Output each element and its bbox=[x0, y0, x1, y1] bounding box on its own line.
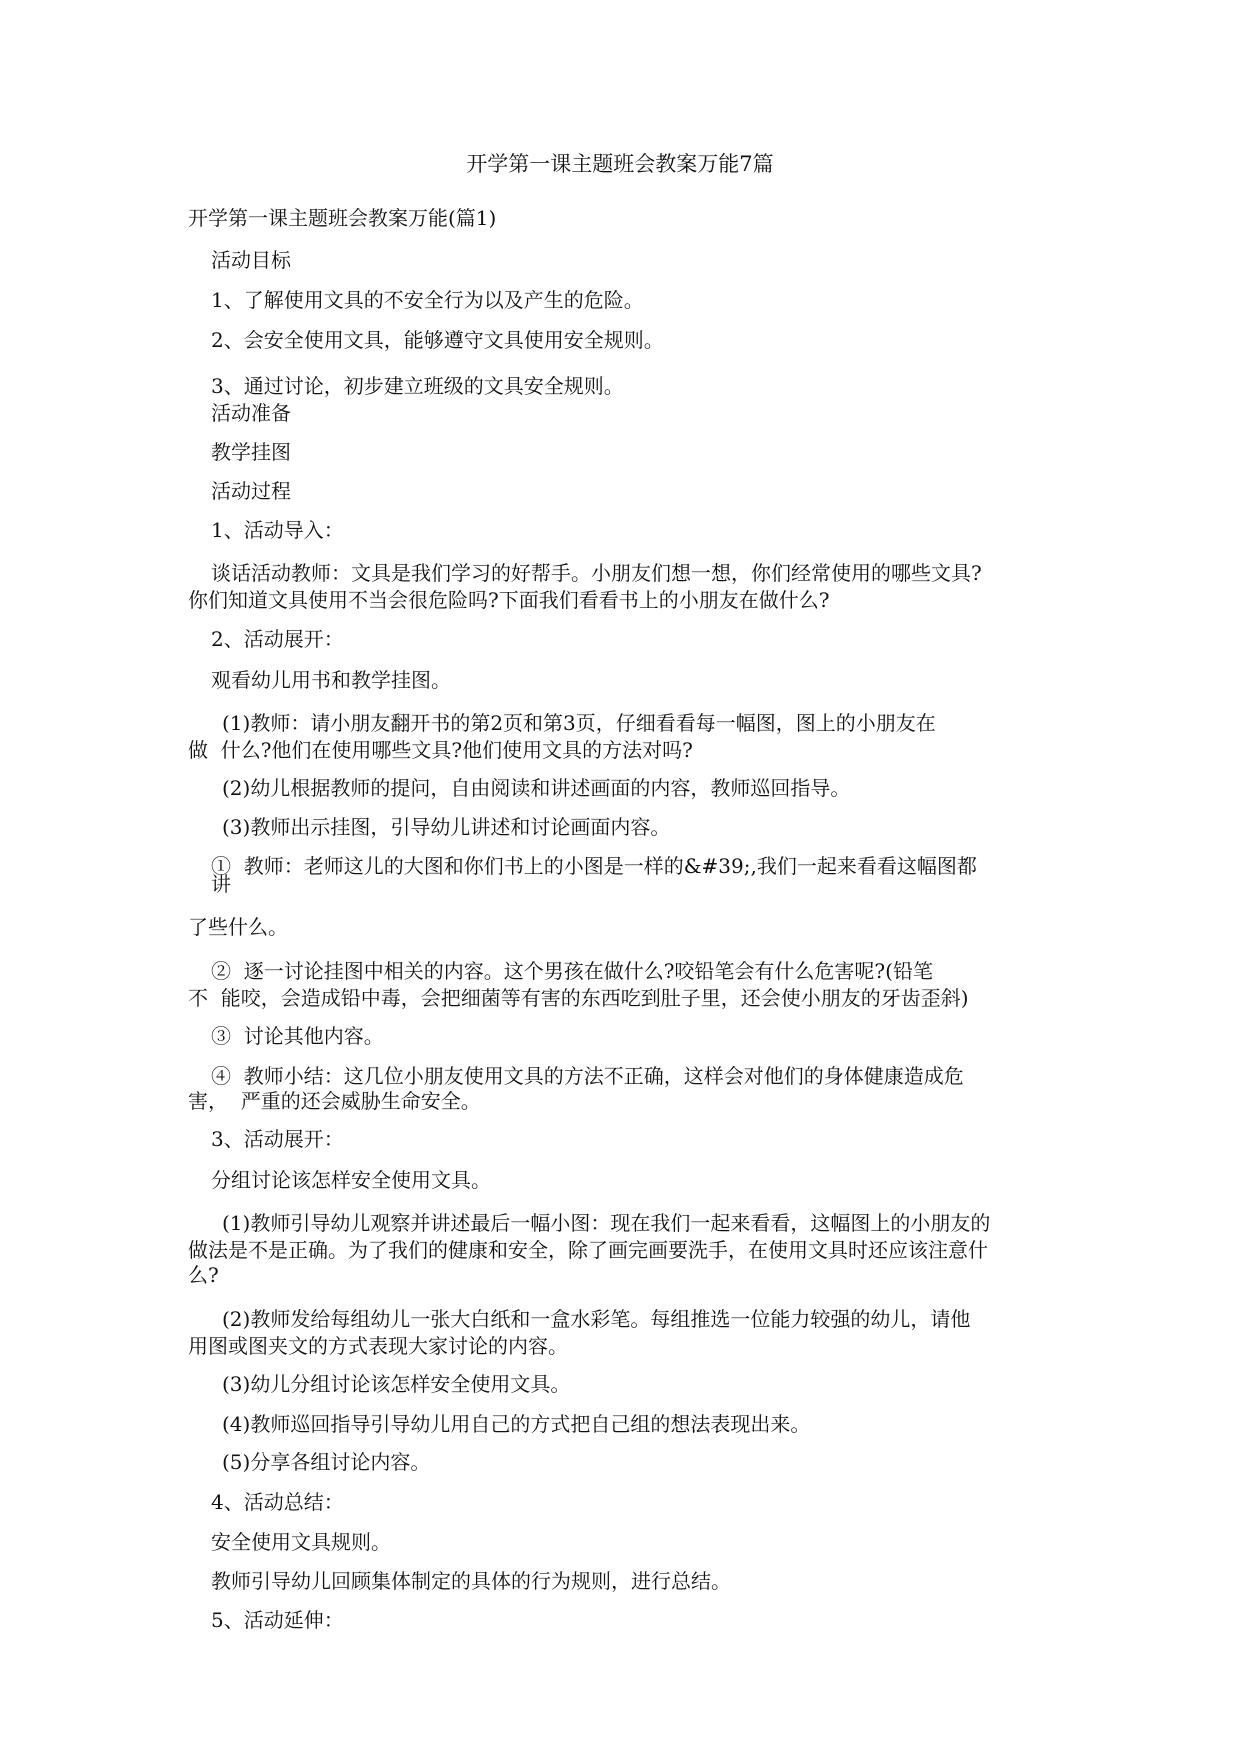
paragraph: ② 逐一讨论挂图中相关的内容。这个男孩在做什么?咬铅笔会有什么危害呢?(铅笔 bbox=[211, 959, 933, 983]
paragraph: (1)教师：请小朋友翻开书的第2页和第3页，仔细看看每一幅图，图上的小朋友在 bbox=[222, 711, 936, 735]
paragraph: 3、活动展开： bbox=[211, 1127, 344, 1151]
paragraph: 2、会安全使用文具，能够遵守文具使用安全规则。 bbox=[211, 328, 664, 352]
paragraph: 谈话活动教师：文具是我们学习的好帮手。小朋友们想一想，你们经常使用的哪些文具? bbox=[211, 561, 982, 585]
paragraph: 教师引导幼儿回顾集体制定的具体的行为规则，进行总结。 bbox=[211, 1569, 731, 1593]
paragraph-continuation: 用图或图夹文的方式表现大家讨论的内容。 bbox=[188, 1334, 568, 1358]
paragraph-continuation: 你们知道文具使用不当会很危险吗?下面我们看看书上的小朋友在做什么? bbox=[188, 588, 830, 612]
paragraph: ① 教师：老师这儿的大图和你们书上的小图是一样的&#39;,我们一起来看看这幅图都 bbox=[211, 854, 977, 878]
paragraph: 活动过程 bbox=[211, 479, 291, 503]
paragraph-continuation: 做法是不是正确。为了我们的健康和安全，除了画完画要洗手，在使用文具时还应该注意什 bbox=[188, 1238, 988, 1262]
paragraph-continuation: 害， 严重的还会威胁生命安全。 bbox=[188, 1089, 481, 1113]
paragraph-continuation: 做 什么?他们在使用哪些文具?他们使用文具的方法对吗? bbox=[188, 738, 693, 762]
paragraph-continuation: 么? bbox=[188, 1263, 219, 1287]
paragraph: 3、通过讨论，初步建立班级的文具安全规则。 bbox=[211, 374, 624, 398]
paragraph: (4)教师巡回指导引导幼儿用自己的方式把自己组的想法表现出来。 bbox=[222, 1412, 811, 1436]
paragraph: ④ 教师小结：这几位小朋友使用文具的方法不正确，这样会对他们的身体健康造成危 bbox=[211, 1064, 964, 1088]
paragraph: 观看幼儿用书和教学挂图。 bbox=[211, 668, 451, 692]
paragraph: 4、活动总结： bbox=[211, 1490, 344, 1514]
paragraph: 1、活动导入： bbox=[211, 518, 344, 542]
document-title: 开学第一课主题班会教案万能7篇 bbox=[466, 152, 774, 176]
paragraph-continuation: 讲 bbox=[211, 872, 231, 896]
paragraph: 教学挂图 bbox=[211, 440, 291, 464]
paragraph-continuation: 不 能咬，会造成铅中毒，会把细菌等有害的东西吃到肚子里，还会使小朋友的牙齿歪斜) bbox=[188, 986, 969, 1010]
paragraph: 活动准备 bbox=[211, 401, 291, 425]
paragraph: 2、活动展开： bbox=[211, 627, 344, 651]
paragraph: 分组讨论该怎样安全使用文具。 bbox=[211, 1168, 491, 1192]
paragraph: ③ 讨论其他内容。 bbox=[211, 1024, 384, 1048]
paragraph: (5)分享各组讨论内容。 bbox=[222, 1450, 431, 1474]
paragraph: (2)幼儿根据教师的提问，自由阅读和讲述画面的内容，教师巡回指导。 bbox=[222, 776, 851, 800]
paragraph: (1)教师引导幼儿观察并讲述最后一幅小图：现在我们一起来看看，这幅图上的小朋友的 bbox=[222, 1211, 991, 1235]
paragraph: (3)教师出示挂图，引导幼儿讲述和讨论画面内容。 bbox=[222, 815, 671, 839]
paragraph: 活动目标 bbox=[211, 248, 291, 272]
paragraph: 5、活动延伸： bbox=[211, 1608, 344, 1632]
paragraph-continuation: 了些什么。 bbox=[188, 915, 288, 939]
paragraph: (3)幼儿分组讨论该怎样安全使用文具。 bbox=[222, 1372, 571, 1396]
section-heading: 开学第一课主题班会教案万能(篇1) bbox=[188, 206, 497, 230]
document-body bbox=[188, 205, 1060, 1634]
paragraph: 安全使用文具规则。 bbox=[211, 1530, 391, 1554]
paragraph: 1、了解使用文具的不安全行为以及产生的危险。 bbox=[211, 288, 644, 312]
paragraph: (2)教师发给每组幼儿一张大白纸和一盒水彩笔。每组推选一位能力较强的幼儿，请他 bbox=[222, 1307, 971, 1331]
